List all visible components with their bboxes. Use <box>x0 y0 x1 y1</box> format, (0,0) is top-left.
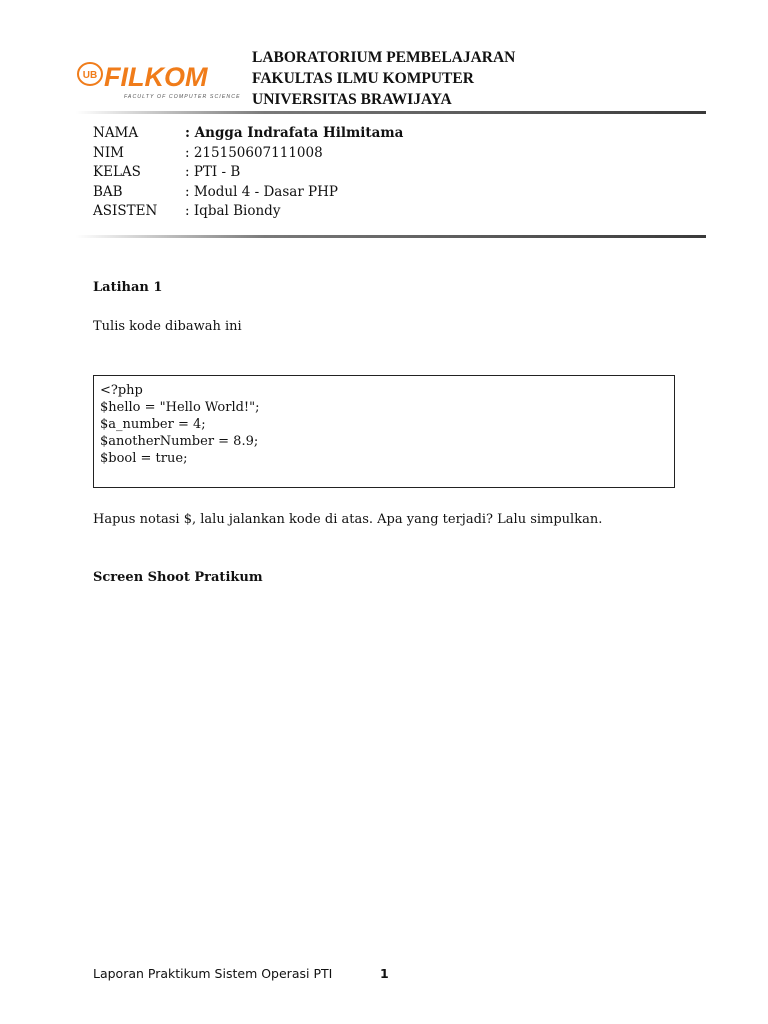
institution-line: LABORATORIUM PEMBELAJARAN <box>252 49 516 66</box>
info-label: NIM <box>93 144 124 161</box>
info-label: ASISTEN <box>93 203 158 219</box>
info-row <box>93 124 403 144</box>
info-label: NAMA <box>93 125 139 141</box>
info-row <box>93 202 403 222</box>
header-divider <box>76 111 706 114</box>
section-title: Latihan 1 <box>93 280 163 295</box>
logo-text: FILKOM <box>104 62 208 92</box>
code-line: $a_number = 4; <box>100 417 206 432</box>
student-info <box>93 124 403 222</box>
info-value: : PTI - B <box>185 164 241 180</box>
info-value: : Modul 4 - Dasar PHP <box>185 183 339 200</box>
instruction-text: Tulis kode dibawah ini <box>93 319 242 334</box>
info-row <box>93 183 403 203</box>
page-number: 1 <box>380 966 389 981</box>
info-row <box>93 163 403 183</box>
info-row <box>93 144 403 164</box>
code-line: $hello = "Hello World!"; <box>100 400 260 415</box>
filkom-logo <box>76 58 242 104</box>
info-label: KELAS <box>93 164 141 180</box>
info-value: : 215150607111008 <box>185 144 323 161</box>
footer-text: Laporan Praktikum Sistem Operasi PTI <box>93 966 333 981</box>
code-line: <?php <box>100 383 143 398</box>
info-value: : Angga Indrafata Hilmitama <box>185 125 404 141</box>
institution-line: FAKULTAS ILMU KOMPUTER <box>252 70 474 87</box>
screenshot-heading: Screen Shoot Pratikum <box>93 570 263 585</box>
info-value: : Iqbal Biondy <box>185 203 281 219</box>
institution-block <box>252 47 515 110</box>
code-line: $anotherNumber = 8.9; <box>100 434 259 449</box>
info-divider <box>76 235 706 238</box>
code-line: $bool = true; <box>100 451 188 466</box>
institution-line: UNIVERSITAS BRAWIJAYA <box>252 91 452 108</box>
code-box <box>93 375 675 488</box>
logo-badge: UB <box>82 70 98 81</box>
logo-tagline: FACULTY OF COMPUTER SCIENCE <box>124 94 241 100</box>
info-label: BAB <box>93 183 123 200</box>
task-text: Hapus notasi $, lalu jalankan kode di atas. Apa yang terjadi? Lalu simpulkan. <box>93 512 603 527</box>
